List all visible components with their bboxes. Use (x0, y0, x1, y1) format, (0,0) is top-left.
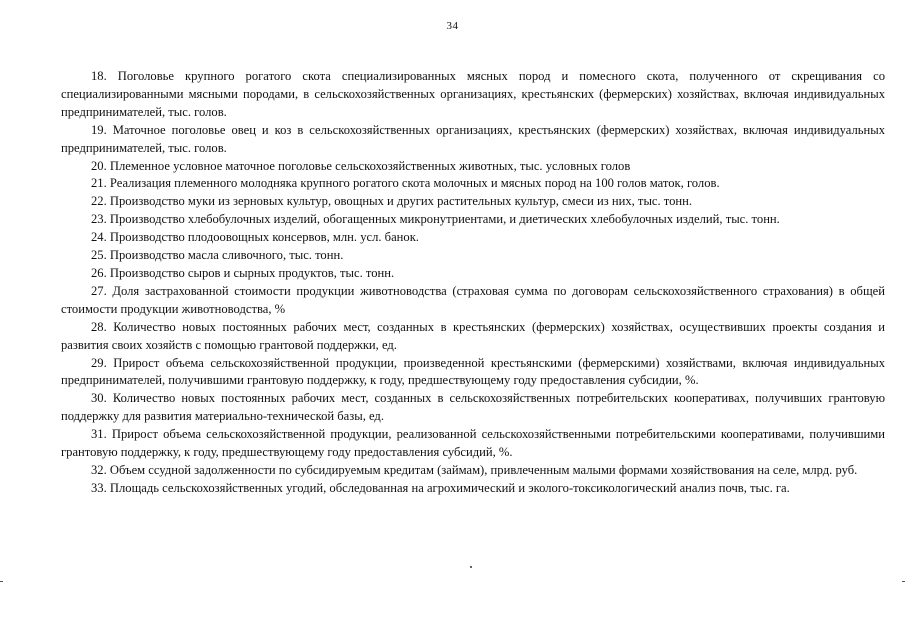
list-item: 18. Поголовье крупного рогатого скота специализированных мясных пород и помесного скота, полученного от скрещивания со специализированными мясными породами, в сельскохозяйственных организациях, крестьянских (фермерских) хозяйствах, включая индивидуальных предпринимателей, тыс. голов. (61, 69, 885, 119)
list-item: 25. Производство масла сливочного, тыс. тонн. (91, 248, 344, 263)
list-item: 21. Реализация племенного молодняка крупного рогатого скота молочных и мясных пород на 100 голов маток, голов. (91, 176, 720, 191)
list-item: 19. Маточное поголовье овец и коз в сельскохозяйственных организациях, крестьянских (фермерских) хозяйствах, включая индивидуальных предпринимателей, тыс. голов. (61, 122, 885, 155)
scan-speck (470, 566, 472, 568)
list-item: 29. Прирост объема сельскохозяйственной продукции, произведенной крестьянскими (фермерскими) хозяйствами, включая индивидуальных предпринимателей, получившими грантовую поддержку, к году, предшествующему году предоставления субсидии, %. (61, 355, 885, 388)
list-item: 22. Производство муки из зерновых культур, овощных и других растительных культур, смеси из них, тыс. тонн. (91, 194, 693, 209)
list-item: 20. Племенное условное маточное поголовье сельскохозяйственных животных, тыс. условных голов (91, 158, 631, 173)
list-item: 23. Производство хлебобулочных изделий, обогащенных микронутриентами, и диетических хлебобулочных изделий, тыс. тонн. (91, 212, 780, 227)
list-item: 27. Доля застрахованной стоимости продукции животноводства (страховая сумма по договорам сельскохозяйственного страхования) в общей стоимости продукции животноводства, % (61, 283, 885, 316)
page-number: 34 (446, 20, 459, 32)
list-item: 33. Площадь сельскохозяйственных угодий, обследованная на агрохимический и эколого-токсикологический анализ почв, тыс. га. (91, 480, 790, 495)
list-item: 24. Производство плодоовощных консервов, млн. усл. банок. (91, 230, 419, 245)
list-item: 30. Количество новых постоянных рабочих мест, созданных в сельскохозяйственных потребительских кооперативах, получивших грантовую поддержку для развития материально-технической базы, ед. (61, 391, 885, 424)
list-item: 32. Объем ссудной задолженности по субсидируемым кредитам (займам), привлеченным малыми формами хозяйствования на селе, млрд. руб. (91, 462, 858, 477)
list-item: 31. Прирост объема сельскохозяйственной продукции, реализованной сельскохозяйственными потребительскими кооперативами, получившими грантовую поддержку, к году, предшествующему году предоставления субсидий, %. (61, 427, 885, 460)
indicator-list (61, 68, 885, 498)
list-item: 26. Производство сыров и сырных продуктов, тыс. тонн. (91, 265, 395, 280)
left-edge-mark (0, 581, 3, 582)
list-item: 28. Количество новых постоянных рабочих мест, созданных в крестьянских (фермерских) хозяйствах, осуществивших проекты создания и развития своих хозяйств с помощью грантовой поддержки, ед. (61, 319, 885, 352)
